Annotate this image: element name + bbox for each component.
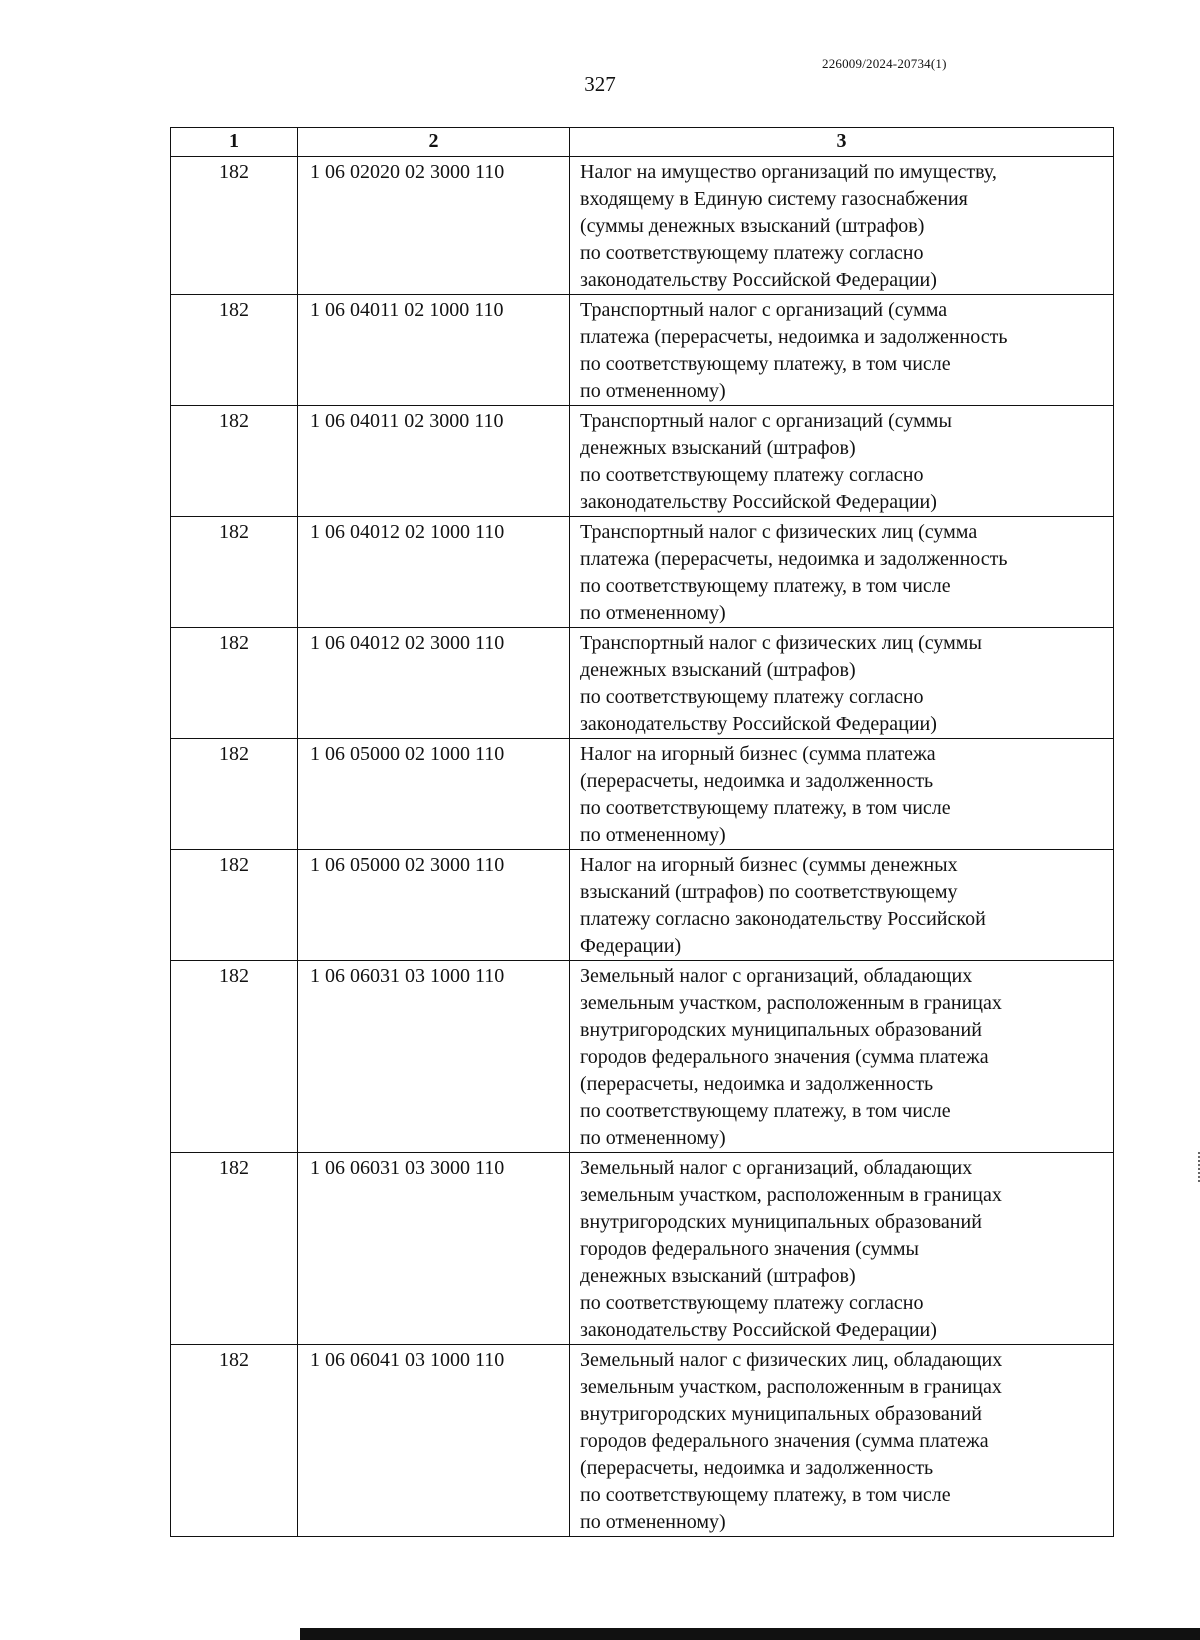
revenue-name-line: городов федерального значения (суммы	[580, 1238, 919, 1260]
budget-code-cell: 1 06 04012 02 3000 110	[298, 628, 570, 739]
column-header-1: 1	[171, 128, 298, 157]
revenue-name-line: платежа (перерасчеты, недоимка и задолженность	[580, 548, 1008, 570]
scan-edge-mark	[1192, 1152, 1200, 1182]
table-row	[171, 157, 1114, 295]
admin-code-cell: 182	[171, 295, 298, 406]
revenue-name-cell	[570, 295, 1114, 406]
page-number: 327	[584, 72, 616, 96]
admin-code-cell: 182	[171, 1345, 298, 1537]
revenue-name-line: денежных взысканий (штрафов)	[580, 437, 856, 459]
admin-code-cell: 182	[171, 739, 298, 850]
revenue-name-line: земельным участком, расположенным в границах	[580, 1184, 1002, 1206]
revenue-name-line: внутригородских муниципальных образований	[580, 1019, 982, 1041]
revenue-name-line: Налог на имущество организаций по имуществу,	[580, 161, 997, 183]
budget-code-cell: 1 06 05000 02 3000 110	[298, 850, 570, 961]
revenue-name-line: законодательству Российской Федерации)	[580, 269, 937, 291]
revenue-name-line: земельным участком, расположенным в границах	[580, 1376, 1002, 1398]
revenue-name-line: Налог на игорный бизнес (сумма платежа	[580, 743, 936, 765]
admin-code-cell: 182	[171, 406, 298, 517]
revenue-name-line: по соответствующему платежу, в том числе	[580, 575, 951, 597]
revenue-name-cell	[570, 739, 1114, 850]
table-header	[171, 128, 1114, 157]
revenue-name-line: Земельный налог с организаций, обладающих	[580, 965, 973, 987]
table-row	[171, 517, 1114, 628]
revenue-name-line: законодательству Российской Федерации)	[580, 713, 937, 735]
budget-code-cell: 1 06 06031 03 1000 110	[298, 961, 570, 1153]
revenue-name-line: городов федерального значения (сумма платежа	[580, 1046, 989, 1068]
revenue-name-line: по отмененному)	[580, 1511, 726, 1533]
budget-classification-table	[170, 127, 1114, 1537]
budget-code-cell: 1 06 06041 03 1000 110	[298, 1345, 570, 1537]
revenue-name-line: Транспортный налог с организаций (сумма	[580, 299, 948, 321]
table-row	[171, 628, 1114, 739]
revenue-name-cell	[570, 517, 1114, 628]
revenue-name-line: Транспортный налог с физических лиц (сумма	[580, 521, 978, 543]
revenue-name-line: по соответствующему платежу, в том числе	[580, 1484, 951, 1506]
revenue-name-line: законодательству Российской Федерации)	[580, 491, 937, 513]
revenue-name-line: денежных взысканий (штрафов)	[580, 659, 856, 681]
revenue-name-line: денежных взысканий (штрафов)	[580, 1265, 856, 1287]
revenue-name-line: по отмененному)	[580, 602, 726, 624]
budget-code-cell: 1 06 04011 02 3000 110	[298, 406, 570, 517]
revenue-name-cell	[570, 628, 1114, 739]
revenue-name-line: (перерасчеты, недоимка и задолженность	[580, 1073, 934, 1095]
revenue-name-line: внутригородских муниципальных образований	[580, 1403, 982, 1425]
budget-code-cell: 1 06 05000 02 1000 110	[298, 739, 570, 850]
revenue-name-line: по отмененному)	[580, 380, 726, 402]
revenue-name-line: Транспортный налог с физических лиц (суммы	[580, 632, 982, 654]
revenue-name-cell	[570, 406, 1114, 517]
revenue-name-line: по соответствующему платежу, в том числе	[580, 353, 951, 375]
column-header-2: 2	[298, 128, 570, 157]
budget-code-cell: 1 06 02020 02 3000 110	[298, 157, 570, 295]
revenue-name-line: Земельный налог с организаций, обладающих	[580, 1157, 973, 1179]
revenue-name-line: по соответствующему платежу, в том числе	[580, 1100, 951, 1122]
table-body	[171, 157, 1114, 1537]
table-row	[171, 961, 1114, 1153]
table-header-row	[171, 128, 1114, 157]
revenue-name-line: Земельный налог с физических лиц, обладающих	[580, 1349, 1003, 1371]
revenue-name-line: взысканий (штрафов) по соответствующему	[580, 881, 958, 903]
revenue-name-line: Транспортный налог с организаций (суммы	[580, 410, 952, 432]
revenue-name-line: (перерасчеты, недоимка и задолженность	[580, 1457, 934, 1479]
revenue-name-line: платежу согласно законодательству Российской	[580, 908, 986, 930]
table-row	[171, 295, 1114, 406]
table-row	[171, 739, 1114, 850]
revenue-name-line: по отмененному)	[580, 1127, 726, 1149]
table-row	[171, 1153, 1114, 1345]
revenue-name-line: городов федерального значения (сумма платежа	[580, 1430, 989, 1452]
table-row	[171, 850, 1114, 961]
revenue-name-line: входящему в Единую систему газоснабжения	[580, 188, 968, 210]
revenue-name-line: Налог на игорный бизнес (суммы денежных	[580, 854, 958, 876]
revenue-name-line: (суммы денежных взысканий (штрафов)	[580, 215, 925, 237]
admin-code-cell: 182	[171, 961, 298, 1153]
revenue-name-line: по соответствующему платежу согласно	[580, 242, 924, 264]
admin-code-cell: 182	[171, 628, 298, 739]
revenue-name-line: платежа (перерасчеты, недоимка и задолженность	[580, 326, 1008, 348]
revenue-name-line: по соответствующему платежу согласно	[580, 464, 924, 486]
admin-code-cell: 182	[171, 157, 298, 295]
budget-code-cell: 1 06 06031 03 3000 110	[298, 1153, 570, 1345]
table-row	[171, 1345, 1114, 1537]
document-registration-number: 226009/2024-20734(1)	[822, 56, 947, 71]
revenue-name-cell	[570, 961, 1114, 1153]
revenue-name-line: законодательству Российской Федерации)	[580, 1319, 937, 1341]
admin-code-cell: 182	[171, 517, 298, 628]
scan-bottom-edge	[300, 1628, 1200, 1640]
admin-code-cell: 182	[171, 850, 298, 961]
revenue-name-cell	[570, 1345, 1114, 1537]
admin-code-cell: 182	[171, 1153, 298, 1345]
revenue-name-line: (перерасчеты, недоимка и задолженность	[580, 770, 934, 792]
revenue-name-line: Федерации)	[580, 935, 682, 957]
budget-code-cell: 1 06 04012 02 1000 110	[298, 517, 570, 628]
revenue-name-line: по соответствующему платежу согласно	[580, 1292, 924, 1314]
revenue-name-line: внутригородских муниципальных образований	[580, 1211, 982, 1233]
revenue-name-line: по отмененному)	[580, 824, 726, 846]
revenue-name-line: по соответствующему платежу, в том числе	[580, 797, 951, 819]
budget-code-cell: 1 06 04011 02 1000 110	[298, 295, 570, 406]
revenue-name-cell	[570, 157, 1114, 295]
revenue-name-cell	[570, 1153, 1114, 1345]
table-row	[171, 406, 1114, 517]
revenue-name-line: по соответствующему платежу согласно	[580, 686, 924, 708]
revenue-name-line: земельным участком, расположенным в границах	[580, 992, 1002, 1014]
revenue-name-cell	[570, 850, 1114, 961]
column-header-3: 3	[570, 128, 1114, 157]
